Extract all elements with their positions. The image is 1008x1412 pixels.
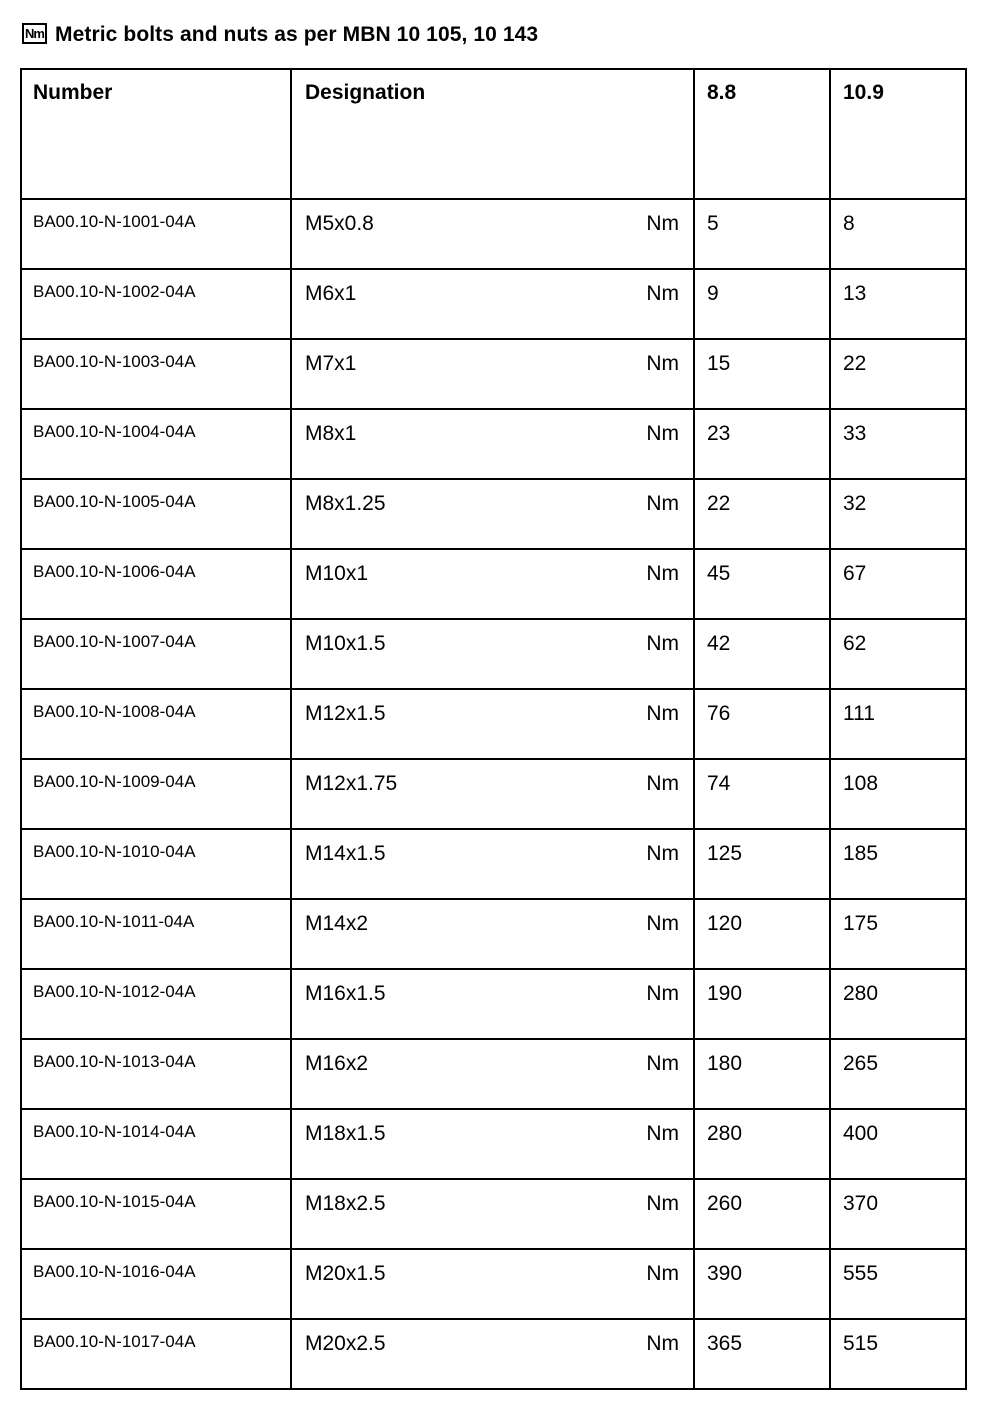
cell-number: BA00.10-N-1015-04A	[21, 1179, 291, 1249]
cell-designation: M12x1.5 Nm	[291, 689, 694, 759]
header-grade-8-8: 8.8	[694, 69, 830, 199]
cell-designation: M20x1.5 Nm	[291, 1249, 694, 1319]
cell-grade-10-9: 33	[830, 409, 966, 479]
cell-designation: M7x1 Nm	[291, 339, 694, 409]
table-row	[21, 409, 966, 479]
cell-number: BA00.10-N-1008-04A	[21, 689, 291, 759]
cell-number: BA00.10-N-1001-04A	[21, 199, 291, 269]
table-row	[21, 619, 966, 689]
cell-grade-8-8: 15	[694, 339, 830, 409]
cell-grade-10-9: 111	[830, 689, 966, 759]
cell-number: BA00.10-N-1011-04A	[21, 899, 291, 969]
table-row	[21, 1179, 966, 1249]
cell-designation: M18x2.5 Nm	[291, 1179, 694, 1249]
table-header-row	[21, 69, 966, 199]
cell-designation: M18x1.5 Nm	[291, 1109, 694, 1179]
cell-grade-8-8: 180	[694, 1039, 830, 1109]
cell-grade-10-9: 62	[830, 619, 966, 689]
cell-grade-8-8: 5	[694, 199, 830, 269]
table-row	[21, 759, 966, 829]
cell-designation: M10x1.5 Nm	[291, 619, 694, 689]
cell-grade-10-9: 555	[830, 1249, 966, 1319]
cell-number: BA00.10-N-1013-04A	[21, 1039, 291, 1109]
unit-label: Nm	[646, 1122, 679, 1145]
table-row	[21, 1109, 966, 1179]
unit-label: Nm	[646, 632, 679, 655]
table-row	[21, 479, 966, 549]
cell-grade-10-9: 265	[830, 1039, 966, 1109]
unit-label: Nm	[646, 492, 679, 515]
cell-grade-8-8: 125	[694, 829, 830, 899]
unit-label: Nm	[646, 212, 679, 235]
cell-grade-8-8: 23	[694, 409, 830, 479]
cell-grade-10-9: 108	[830, 759, 966, 829]
cell-grade-10-9: 400	[830, 1109, 966, 1179]
unit-label: Nm	[646, 1052, 679, 1075]
cell-designation: M14x1.5 Nm	[291, 829, 694, 899]
table-row	[21, 689, 966, 759]
cell-number: BA00.10-N-1004-04A	[21, 409, 291, 479]
page-title	[22, 20, 538, 50]
table-row	[21, 899, 966, 969]
unit-label: Nm	[646, 1332, 679, 1355]
cell-grade-10-9: 280	[830, 969, 966, 1039]
cell-grade-8-8: 280	[694, 1109, 830, 1179]
unit-label: Nm	[646, 912, 679, 935]
unit-label: Nm	[646, 562, 679, 585]
table-row	[21, 549, 966, 619]
cell-grade-10-9: 8	[830, 199, 966, 269]
cell-grade-8-8: 22	[694, 479, 830, 549]
cell-number: BA00.10-N-1005-04A	[21, 479, 291, 549]
unit-label: Nm	[646, 352, 679, 375]
cell-designation: M6x1 Nm	[291, 269, 694, 339]
cell-designation: M8x1 Nm	[291, 409, 694, 479]
cell-grade-10-9: 370	[830, 1179, 966, 1249]
cell-designation: M16x2 Nm	[291, 1039, 694, 1109]
torque-table	[20, 68, 967, 1390]
cell-number: BA00.10-N-1017-04A	[21, 1319, 291, 1389]
cell-designation: M16x1.5 Nm	[291, 969, 694, 1039]
header-number: Number	[21, 69, 291, 199]
cell-number: BA00.10-N-1016-04A	[21, 1249, 291, 1319]
table-row	[21, 339, 966, 409]
cell-grade-8-8: 45	[694, 549, 830, 619]
cell-number: BA00.10-N-1002-04A	[21, 269, 291, 339]
unit-label: Nm	[646, 1262, 679, 1285]
cell-grade-10-9: 515	[830, 1319, 966, 1389]
table-row	[21, 1249, 966, 1319]
cell-grade-10-9: 22	[830, 339, 966, 409]
unit-label: Nm	[646, 1192, 679, 1215]
table-row	[21, 1319, 966, 1389]
cell-grade-10-9: 13	[830, 269, 966, 339]
cell-grade-8-8: 120	[694, 899, 830, 969]
cell-number: BA00.10-N-1007-04A	[21, 619, 291, 689]
header-designation: Designation	[291, 69, 694, 199]
unit-label: Nm	[646, 702, 679, 725]
cell-number: BA00.10-N-1014-04A	[21, 1109, 291, 1179]
table-row	[21, 969, 966, 1039]
cell-grade-8-8: 76	[694, 689, 830, 759]
cell-grade-10-9: 175	[830, 899, 966, 969]
table-row	[21, 1039, 966, 1109]
cell-designation: M5x0.8 Nm	[291, 199, 694, 269]
cell-designation: M20x2.5 Nm	[291, 1319, 694, 1389]
cell-grade-8-8: 190	[694, 969, 830, 1039]
cell-grade-10-9: 32	[830, 479, 966, 549]
header-grade-10-9: 10.9	[830, 69, 966, 199]
cell-designation: M12x1.75 Nm	[291, 759, 694, 829]
unit-label: Nm	[646, 282, 679, 305]
unit-label: Nm	[646, 842, 679, 865]
cell-designation: M8x1.25 Nm	[291, 479, 694, 549]
cell-grade-8-8: 390	[694, 1249, 830, 1319]
cell-grade-8-8: 74	[694, 759, 830, 829]
cell-number: BA00.10-N-1003-04A	[21, 339, 291, 409]
title-text: Metric bolts and nuts as per MBN 10 105, 10 143	[55, 23, 539, 46]
table-row	[21, 269, 966, 339]
cell-grade-8-8: 9	[694, 269, 830, 339]
unit-label: Nm	[646, 772, 679, 795]
cell-designation: M14x2 Nm	[291, 899, 694, 969]
cell-grade-8-8: 260	[694, 1179, 830, 1249]
cell-grade-8-8: 365	[694, 1319, 830, 1389]
cell-designation: M10x1 Nm	[291, 549, 694, 619]
cell-grade-10-9: 67	[830, 549, 966, 619]
unit-label: Nm	[646, 422, 679, 445]
cell-grade-8-8: 42	[694, 619, 830, 689]
cell-number: BA00.10-N-1009-04A	[21, 759, 291, 829]
nm-icon: Nm	[22, 23, 47, 44]
cell-grade-10-9: 185	[830, 829, 966, 899]
cell-number: BA00.10-N-1012-04A	[21, 969, 291, 1039]
cell-number: BA00.10-N-1006-04A	[21, 549, 291, 619]
table-row	[21, 829, 966, 899]
table-row	[21, 199, 966, 269]
unit-label: Nm	[646, 982, 679, 1005]
cell-number: BA00.10-N-1010-04A	[21, 829, 291, 899]
